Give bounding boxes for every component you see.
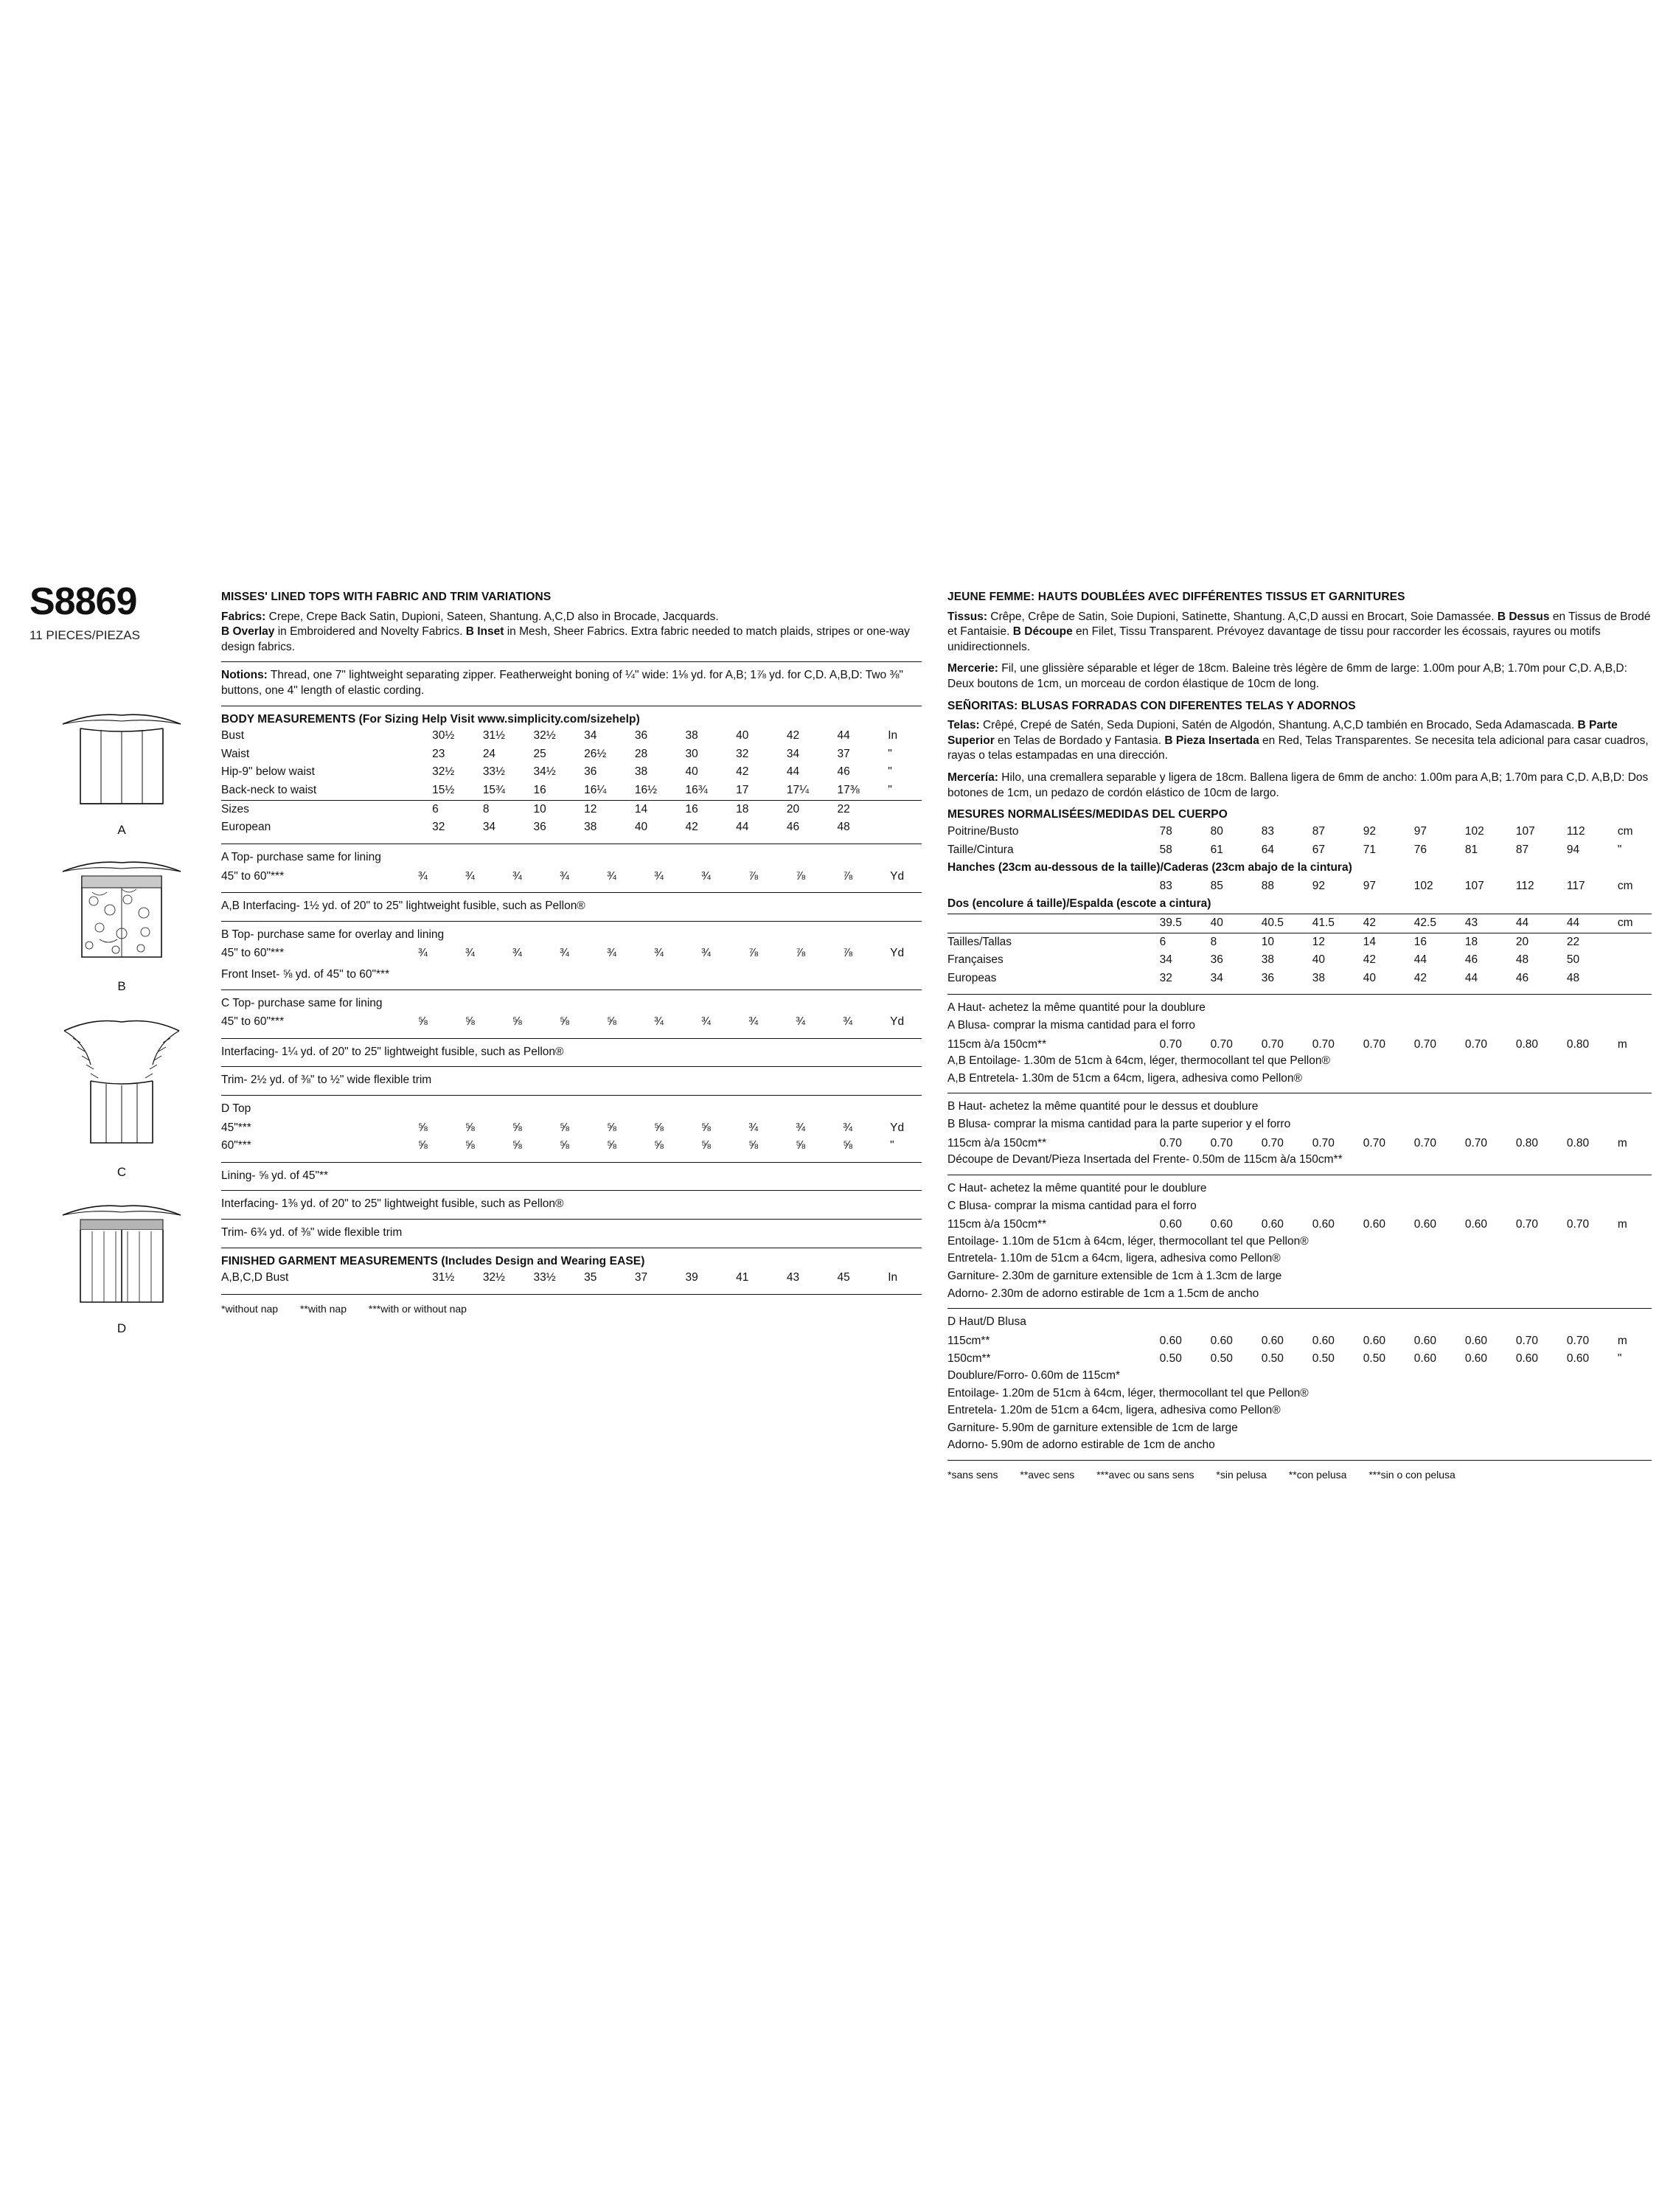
metric-heading-b-es: B Blusa- comprar la misma cantidad para la parte superior y el forro: [947, 1118, 1291, 1131]
metric-heading-d: D Haut/D Blusa: [947, 1315, 1026, 1329]
inset-text: in Mesh, Sheer Fabrics. Extra fabric needed to match plaids, stripes or one-way design fabrics.: [221, 625, 910, 653]
french-spanish-footnotes: [947, 1468, 1652, 1482]
pattern-identity: [29, 582, 236, 643]
view-d-label: D: [116, 1321, 127, 1335]
front-inset-note: Front Inset- ⅝ yd. of 45" to 60"***: [221, 967, 390, 981]
yardage-heading-a: A Top- purchase same for lining: [221, 850, 381, 863]
french-notions-paragraph: [947, 661, 1652, 692]
metric-interfacing-d-es: Entretela- 1.20m de 51cm a 64cm, ligera, adhesiva como Pellon®: [947, 1404, 1281, 1417]
yardage-heading-b: B Top- purchase same for overlay and lining: [221, 928, 445, 941]
interfacing-note-c: Interfacing- 1¼ yd. of 20" to 25" lightweight fusible, such as Pellon®: [221, 1045, 564, 1058]
pattern-pieces: 11 PIECES/PIEZAS: [29, 628, 140, 642]
yardage-table-b: [221, 945, 922, 963]
footnote-avec-sens: **avec sens: [1020, 1469, 1075, 1481]
divider: [221, 1095, 922, 1096]
footnote-with-or-without-nap: ***with or without nap: [368, 1302, 467, 1315]
back-metric-label: Dos (encolure á taille)/Espalda (escote a cintura): [947, 897, 1211, 911]
table-row: Sizes 6 8 10 12 14 16 18 20 22: [221, 800, 922, 818]
interfacing-note-ab: A,B Interfacing- 1½ yd. of 20" to 25" lightweight fusible, such as Pellon®: [221, 900, 585, 913]
table-row: 115cm à/a 150cm** 0.70 0.70 0.70 0.70 0.70 0.70 0.70 0.80 0.80 m: [947, 1136, 1627, 1150]
lining-note-d: Lining- ⅝ yd. of 45"**: [221, 1169, 329, 1182]
table-row: Hip-9" below waist 32½ 33½ 34½ 36 38 40 42 44 46 ": [221, 765, 892, 779]
metric-trim-d-es: Adorno- 5.90m de adorno estirable de 1cm de ancho: [947, 1439, 1215, 1452]
french-fabrics-paragraph: [947, 610, 1652, 655]
metric-heading-a-es: A Blusa- comprar la misma cantidad para el forro: [947, 1019, 1195, 1032]
fr-b-dessus-text: en Tissus de Brodé et Fantaisie.: [947, 610, 1651, 639]
metric-interfacing-d-fr: Entoilage- 1.20m de 51cm à 64cm, léger, thermocollant tel que Pellon®: [947, 1386, 1309, 1399]
finished-measurements-table: [221, 1269, 922, 1287]
table-row: Françaises 34 36 38 40 42 44 46 48 50: [947, 953, 1580, 967]
divider: [221, 1066, 922, 1067]
table-row: Back-neck to waist 15½ 15¾ 16 16¼ 16½ 16¾ 17 17¼ 17⅜ ": [221, 784, 892, 797]
divider: [221, 1219, 922, 1220]
metric-front-inset-note: Découpe de Devant/Pieza Insertada del Frente- 0.50m de 115cm à/a 150cm**: [947, 1153, 1343, 1166]
inset-label: B Inset: [465, 625, 504, 639]
metric-interfacing-c-es: Entretela- 1.10m de 51cm a 64cm, ligera, adhesiva como Pellon®: [947, 1252, 1281, 1265]
table-row: 60"*** ⅝ ⅝ ⅝ ⅝ ⅝ ⅝ ⅝ ⅝ ⅝ ⅝ ": [221, 1139, 894, 1152]
yardage-group-d: [221, 1102, 922, 1241]
metric-interfacing-ab-es: A,B Entretela- 1.30m de 51cm a 64cm, ligera, adhesiva como Pellon®: [947, 1071, 1302, 1085]
hip-metric-label: Hanches (23cm au-dessous de la taille)/Caderas (23cm abajo de la cintura): [947, 861, 1352, 874]
yardage-group-b: [221, 928, 922, 983]
footnote-with-nap: **with nap: [299, 1302, 347, 1315]
spanish-fabrics-paragraph: [947, 718, 1652, 764]
divider: [947, 1308, 1652, 1309]
es-b-pieza-text: en Red, Telas Transparentes. Se necesita tela adicional para casar cuadros, rayas o telas estampadas en una dirección.: [947, 734, 1649, 762]
yardage-heading-c: C Top- purchase same for lining: [221, 996, 383, 1009]
view-a-drawing: [22, 708, 221, 838]
es-telas-label: Telas:: [947, 719, 980, 732]
table-row: 115cm** 0.60 0.60 0.60 0.60 0.60 0.60 0.60 0.70 0.70 m: [947, 1334, 1627, 1347]
divider: [221, 1038, 922, 1039]
metric-trim-c-fr: Garniture- 2.30m de garniture extensible de 1cm à 1.3cm de large: [947, 1269, 1282, 1282]
table-row: A,B,C,D Bust 31½ 32½ 33½ 35 37 39 41 43 45 In: [221, 1271, 898, 1284]
es-b-parte-text: en Telas de Bordado y Fantasia.: [994, 734, 1165, 747]
metric-interfacing-c-fr: Entoilage- 1.10m de 51cm à 64cm, léger, thermocollant tel que Pellon®: [947, 1234, 1309, 1248]
notions-paragraph: [221, 668, 922, 698]
divider: [947, 1460, 1652, 1461]
table-row: [947, 895, 1652, 914]
garment-illustration-a: [48, 708, 195, 818]
pattern-number: S8869: [29, 580, 137, 623]
trim-note-c: Trim- 2½ yd. of ⅜" to ½" wide flexible trim: [221, 1074, 432, 1087]
table-row: Tailles/Tallas 6 8 10 12 14 16 18 20 22: [947, 933, 1652, 951]
metric-heading-c-fr: C Haut- achetez la même quantité pour le doublure: [947, 1181, 1207, 1194]
spanish-title: SEÑORITAS: BLUSAS FORRADAS CON DIFERENTES TELAS Y ADORNOS: [947, 699, 1356, 712]
metric-lining-d: Doublure/Forro- 0.60m de 115cm*: [947, 1368, 1121, 1382]
garment-illustration-c: [48, 1013, 195, 1161]
metric-heading-a-fr: A Haut- achetez la même quantité pour la doublure: [947, 1001, 1206, 1015]
view-b-drawing: [22, 857, 221, 994]
fr-mercerie-label: Mercerie:: [947, 662, 998, 675]
table-row: Poitrine/Busto 78 80 83 87 92 97 102 107 112 cm: [947, 824, 1633, 838]
english-footnotes: [221, 1302, 922, 1316]
footnote-sin-pelusa: *sin pelusa: [1216, 1469, 1267, 1481]
table-row: Taille/Cintura 58 61 64 67 71 76 81 87 94 ": [947, 843, 1622, 856]
metric-interfacing-ab-fr: A,B Entoilage- 1.30m de 51cm à 64cm, léger, thermocollant tel que Pellon®: [947, 1054, 1330, 1068]
table-row: Europeas 32 34 36 38 40 42 44 46 48: [947, 971, 1580, 984]
yardage-table-a: [221, 868, 922, 886]
fabrics-label: Fabrics:: [221, 610, 266, 623]
fr-b-dessus-label: B Dessus: [1497, 610, 1550, 623]
divider: [947, 994, 1652, 995]
metric-yardage-group-d: [947, 1315, 1652, 1453]
divider: [221, 921, 922, 922]
fr-b-decoupe-label: B Découpe: [1012, 625, 1073, 639]
view-a-label: A: [117, 823, 126, 837]
es-b-parte-label: B Parte Superior: [947, 719, 1618, 747]
body-measurements-title: BODY MEASUREMENTS (For Sizing Help Visit www.simplicity.com/sizehelp): [221, 712, 640, 726]
fr-tissus-label: Tissus:: [947, 610, 987, 623]
yardage-table-d: [221, 1119, 922, 1155]
metric-heading-c-es: C Blusa- comprar la misma cantidad para el forro: [947, 1199, 1197, 1212]
footnote-avec-ou-sans-sens: ***avec ou sans sens: [1096, 1469, 1194, 1481]
divider: [221, 1162, 922, 1163]
footnote-con-pelusa: **con pelusa: [1288, 1469, 1347, 1481]
notions-text: Thread, one 7" lightweight separating zipper. Featherweight boning of ¼" wide: 1⅛ yd. for A,B; 1⅞ yd. for C,D. A,B,D: Two ⅜" buttons, one 4" length of elastic cording.: [221, 669, 903, 698]
fr-mercerie-text: Fil, une glissière séparable et léger de 18cm. Baleine très légère de 6mm de large: 1.00m pour A,B; 1.70m pour C,D. A,B,D: Deux boutons de 1cm, un morceau de cordon élastique de 10cm de long.: [947, 662, 1627, 691]
table-row: [947, 859, 1652, 877]
table-row: 150cm** 0.50 0.50 0.50 0.50 0.50 0.60 0.60 0.60 0.60 ": [947, 1352, 1622, 1366]
finished-measurements-title: FINISHED GARMENT MEASUREMENTS (Includes Design and Wearing EASE): [221, 1254, 645, 1267]
fr-b-decoupe-text: en Filet, Tissu Transparent. Prévoyez davantage de tissu pour raccorder les écossais, rayures ou motifs unidirectionnels.: [947, 625, 1601, 653]
metric-yardage-table-a: [947, 1036, 1652, 1054]
row-label: Bust: [221, 729, 245, 742]
table-row: 83 85 88 92 97 102 107 112 117 cm: [1159, 879, 1633, 892]
interfacing-note-d: Interfacing- 1⅜ yd. of 20" to 25" lightweight fusible, such as Pellon®: [221, 1197, 564, 1211]
metric-heading-b-fr: B Haut- achetez la même quantité pour le dessus et doublure: [947, 1100, 1259, 1113]
metric-measurements-table: [947, 823, 1652, 987]
divider: [221, 892, 922, 893]
view-d-drawing: [22, 1199, 221, 1336]
es-merceria-label: Mercería:: [947, 771, 998, 785]
line-drawings-column: [22, 708, 221, 1355]
yardage-group-c: [221, 996, 922, 1088]
view-c-drawing: [22, 1013, 221, 1180]
metric-trim-d-fr: Garniture- 5.90m de garniture extensible de 1cm de large: [947, 1421, 1238, 1434]
table-row: Bust 30½ 31½ 32½ 34 36 38 40 42 44 In: [221, 727, 922, 745]
divider: [221, 661, 922, 662]
fabrics-paragraph: [221, 610, 922, 655]
table-row: 45" to 60"*** ¾ ¾ ¾ ¾ ¾ ¾ ¾ ⅞ ⅞ ⅞ Yd: [221, 869, 905, 883]
notions-label: Notions:: [221, 669, 268, 682]
fr-tissus-text: Crêpe, Crêpe de Satin, Soie Dupioni, Satinette, Shantung. A,C,D aussi en Brocart, Soie Damassée.: [987, 610, 1498, 623]
table-row: 45" to 60"*** ¾ ¾ ¾ ¾ ¾ ¾ ¾ ⅞ ⅞ ⅞ Yd: [221, 947, 905, 960]
table-row: 45" to 60"*** ⅝ ⅝ ⅝ ⅝ ⅝ ¾ ¾ ¾ ¾ ¾ Yd: [221, 1015, 905, 1029]
spanish-notions-paragraph: [947, 771, 1652, 801]
english-title: MISSES' LINED TOPS WITH FABRIC AND TRIM VARIATIONS: [221, 591, 552, 603]
divider: [221, 1294, 922, 1295]
footnote-without-nap: *without nap: [221, 1302, 279, 1315]
footnote-sans-sens: *sans sens: [947, 1469, 998, 1481]
metric-yardage-group-b: [947, 1099, 1652, 1167]
garment-illustration-b: [48, 857, 195, 975]
yardage-heading-d: D Top: [221, 1102, 251, 1116]
metric-yardage-table-b: [947, 1135, 1652, 1153]
table-row: 115cm à/a 150cm** 0.70 0.70 0.70 0.70 0.70 0.70 0.70 0.80 0.80 m: [947, 1037, 1627, 1051]
es-b-pieza-label: B Pieza Insertada: [1164, 734, 1259, 747]
table-row: 45"*** ⅝ ⅝ ⅝ ⅝ ⅝ ⅝ ⅝ ¾ ¾ ¾ Yd: [221, 1121, 905, 1134]
metric-yardage-table-c: [947, 1216, 1652, 1234]
metric-trim-c-es: Adorno- 2.30m de adorno estirable de 1cm a 1.5cm de ancho: [947, 1287, 1259, 1300]
english-panel: [221, 590, 922, 1316]
french-spanish-panel: [947, 590, 1652, 1482]
view-c-label: C: [116, 1165, 127, 1179]
metric-yardage-group-c: [947, 1181, 1652, 1301]
garment-illustration-d: [48, 1199, 195, 1317]
divider: [221, 1190, 922, 1191]
table-row: 115cm à/a 150cm** 0.60 0.60 0.60 0.60 0.60 0.60 0.60 0.70 0.70 m: [947, 1218, 1627, 1231]
footnote-sin-o-con-pelusa: ***sin o con pelusa: [1368, 1469, 1455, 1481]
overlay-label: B Overlay: [221, 625, 275, 639]
french-title: JEUNE FEMME: HAUTS DOUBLÉES AVEC DIFFÉRENTES TISSUS ET GARNITURES: [947, 591, 1405, 603]
table-row: Waist 23 24 25 26½ 28 30 32 34 37 ": [221, 747, 892, 760]
metric-yardage-group-a: [947, 1001, 1652, 1086]
table-row: 39.5 40 40.5 41.5 42 42.5 43 44 44 cm: [947, 914, 1652, 933]
view-b-label: B: [117, 979, 126, 993]
metric-measurements-title: MESURES NORMALISÉES/MEDIDAS DEL CUERPO: [947, 808, 1228, 821]
yardage-group-a: [221, 850, 922, 886]
yardage-table-c: [221, 1013, 922, 1032]
fabrics-text: Crepe, Crepe Back Satin, Dupioni, Sateen, Shantung. A,C,D also in Brocade, Jacquards.: [265, 610, 719, 623]
table-row: European 32 34 36 38 40 42 44 46 48: [221, 821, 850, 834]
overlay-text: in Embroidered and Novelty Fabrics.: [274, 625, 466, 639]
body-measurements-table: [221, 727, 922, 837]
metric-yardage-table-d: [947, 1332, 1652, 1368]
trim-note-d: Trim- 6¾ yd. of ⅜" wide flexible trim: [221, 1226, 403, 1239]
es-telas-text: Crêpé, Crepé de Satén, Seda Dupioni, Satén de Algodón, Shantung. A,C,D también en Brocado, Seda Adamascada.: [979, 719, 1578, 732]
es-merceria-text: Hilo, una cremallera separable y ligera de 18cm. Ballena ligera de 6mm de ancho: 1.00m para A,B; 1.70m para C,D. A,B,D: Dos botones de 1cm, un pedazo de cordón elástico de 10cm de largo.: [947, 771, 1649, 799]
